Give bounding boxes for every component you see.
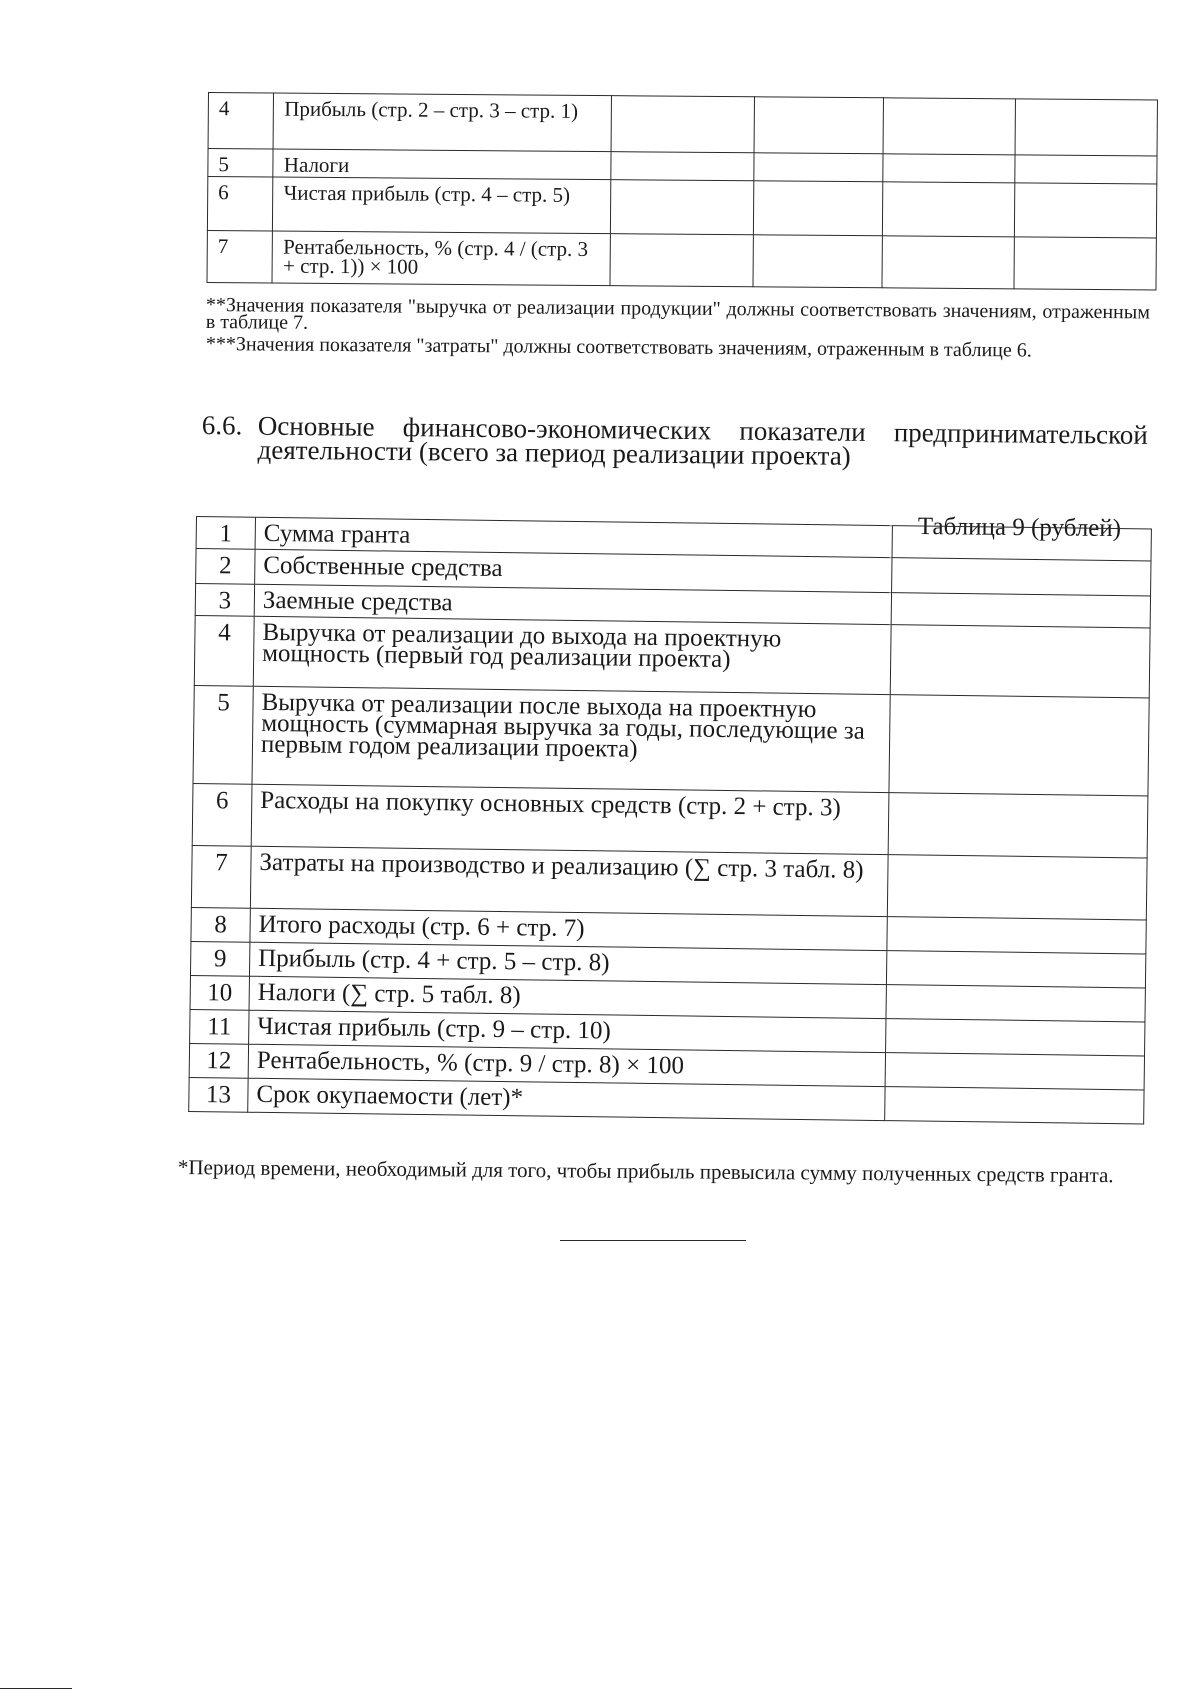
row-label: Налоги xyxy=(273,149,610,180)
row-label: Выручка от реализации после выхода на проектную мощность (суммарная выручка за годы, последующие за первым годом реализации проекта) xyxy=(252,686,890,792)
value-cell xyxy=(883,154,1015,183)
row-number: 4 xyxy=(208,93,274,150)
value-cell xyxy=(885,1053,1144,1090)
row-number: 7 xyxy=(207,230,273,283)
row-label: Итого расходы (стр. 6 + стр. 7) xyxy=(250,908,887,950)
table-9 xyxy=(188,516,1152,1124)
value-cell xyxy=(754,181,883,236)
table-caption: Таблица 9 (рублей) xyxy=(917,513,1122,543)
row-number: 11 xyxy=(190,1009,249,1044)
row-number: 5 xyxy=(208,149,274,178)
row-number: 9 xyxy=(190,941,249,976)
value-cell xyxy=(889,695,1149,796)
footnote-costs: ***Значения показателя "затраты" должны соответствовать значениям, отраженным в таблице 6. xyxy=(205,333,1032,362)
value-cell xyxy=(1014,183,1156,238)
row-label: Затраты на производство и реализацию (∑ стр. 3 табл. 8) xyxy=(250,846,888,916)
row-number: 5 xyxy=(193,685,253,784)
footnote-payback: *Период времени, необходимый для того, чтобы прибыль превысила сумму полученных средств гранта. xyxy=(177,1155,1114,1188)
row-number: 4 xyxy=(194,615,254,686)
value-cell xyxy=(610,180,754,235)
value-cell xyxy=(887,917,1146,954)
row-label: Налоги (∑ стр. 5 табл. 8) xyxy=(249,976,886,1018)
row-number: 6 xyxy=(207,177,273,232)
row-number: 8 xyxy=(191,907,250,942)
row-label: Рентабельность, % (стр. 4 / (стр. 3 + стр. 1)) × 100 xyxy=(272,231,610,286)
row-number: 6 xyxy=(192,783,252,846)
value-cell xyxy=(885,1087,1144,1124)
value-cell xyxy=(883,182,1015,237)
value-cell xyxy=(1015,99,1157,156)
value-cell xyxy=(892,526,1151,561)
row-label: Выручка от реализации до выхода на проектную мощность (первый год реализации проекта) xyxy=(253,616,891,694)
table-row xyxy=(207,177,1156,238)
value-cell xyxy=(890,625,1150,698)
row-label: Чистая прибыль (стр. 4 – стр. 5) xyxy=(273,177,611,234)
row-label: Заемные средства xyxy=(254,584,891,624)
corner-mark xyxy=(0,1688,72,1689)
row-number: 12 xyxy=(189,1043,248,1078)
row-number: 10 xyxy=(190,975,249,1010)
value-cell xyxy=(611,96,755,153)
value-cell xyxy=(886,1019,1145,1056)
row-label: Прибыль (стр. 2 – стр. 3 – стр. 1) xyxy=(273,93,611,152)
row-label: Чистая прибыль (стр. 9 – стр. 10) xyxy=(249,1010,886,1052)
value-cell xyxy=(886,951,1145,988)
value-cell xyxy=(887,855,1147,920)
row-label: Срок окупаемости (лет)* xyxy=(248,1078,885,1120)
value-cell xyxy=(754,153,883,182)
value-cell xyxy=(892,558,1151,596)
value-cell xyxy=(610,152,754,181)
value-cell xyxy=(888,793,1148,858)
value-cell xyxy=(882,236,1014,289)
table-row xyxy=(208,93,1157,156)
value-cell xyxy=(1014,237,1156,290)
section-title: Основные финансово-экономических показатели предпринимательской деятельности (всего за период реализации проекта) xyxy=(257,410,1148,471)
row-number: 13 xyxy=(189,1077,248,1112)
row-label: Рентабельность, % (стр. 9 / стр. 8) × 100 xyxy=(248,1044,885,1086)
value-cell xyxy=(886,985,1145,1022)
row-label: Собственные средства xyxy=(255,549,892,592)
value-cell xyxy=(883,98,1015,155)
table-8-continued xyxy=(206,92,1157,290)
table-row xyxy=(207,230,1156,289)
row-number: 2 xyxy=(196,549,255,585)
section-heading xyxy=(201,410,1148,471)
table-row xyxy=(194,615,1150,697)
row-label: Прибыль (стр. 4 + стр. 5 – стр. 8) xyxy=(249,942,886,984)
row-label: Сумма гранта xyxy=(255,517,892,557)
row-number: 1 xyxy=(196,517,255,550)
row-number: 7 xyxy=(191,845,251,908)
value-cell xyxy=(610,234,754,287)
row-number: 3 xyxy=(195,584,254,617)
section-number: 6.6. xyxy=(201,410,243,441)
value-cell xyxy=(753,235,882,288)
table-row xyxy=(193,685,1149,795)
value-cell xyxy=(754,97,883,154)
value-cell xyxy=(1015,155,1157,184)
end-rule xyxy=(560,1240,746,1241)
value-cell xyxy=(891,593,1150,628)
row-label: Расходы на покупку основных средств (стр. 2 + стр. 3) xyxy=(251,784,889,854)
footnote-revenue: **Значения показателя "выручка от реализации продукции" должны соответствовать значениям, отраженным в таблице 7. xyxy=(205,294,1150,334)
